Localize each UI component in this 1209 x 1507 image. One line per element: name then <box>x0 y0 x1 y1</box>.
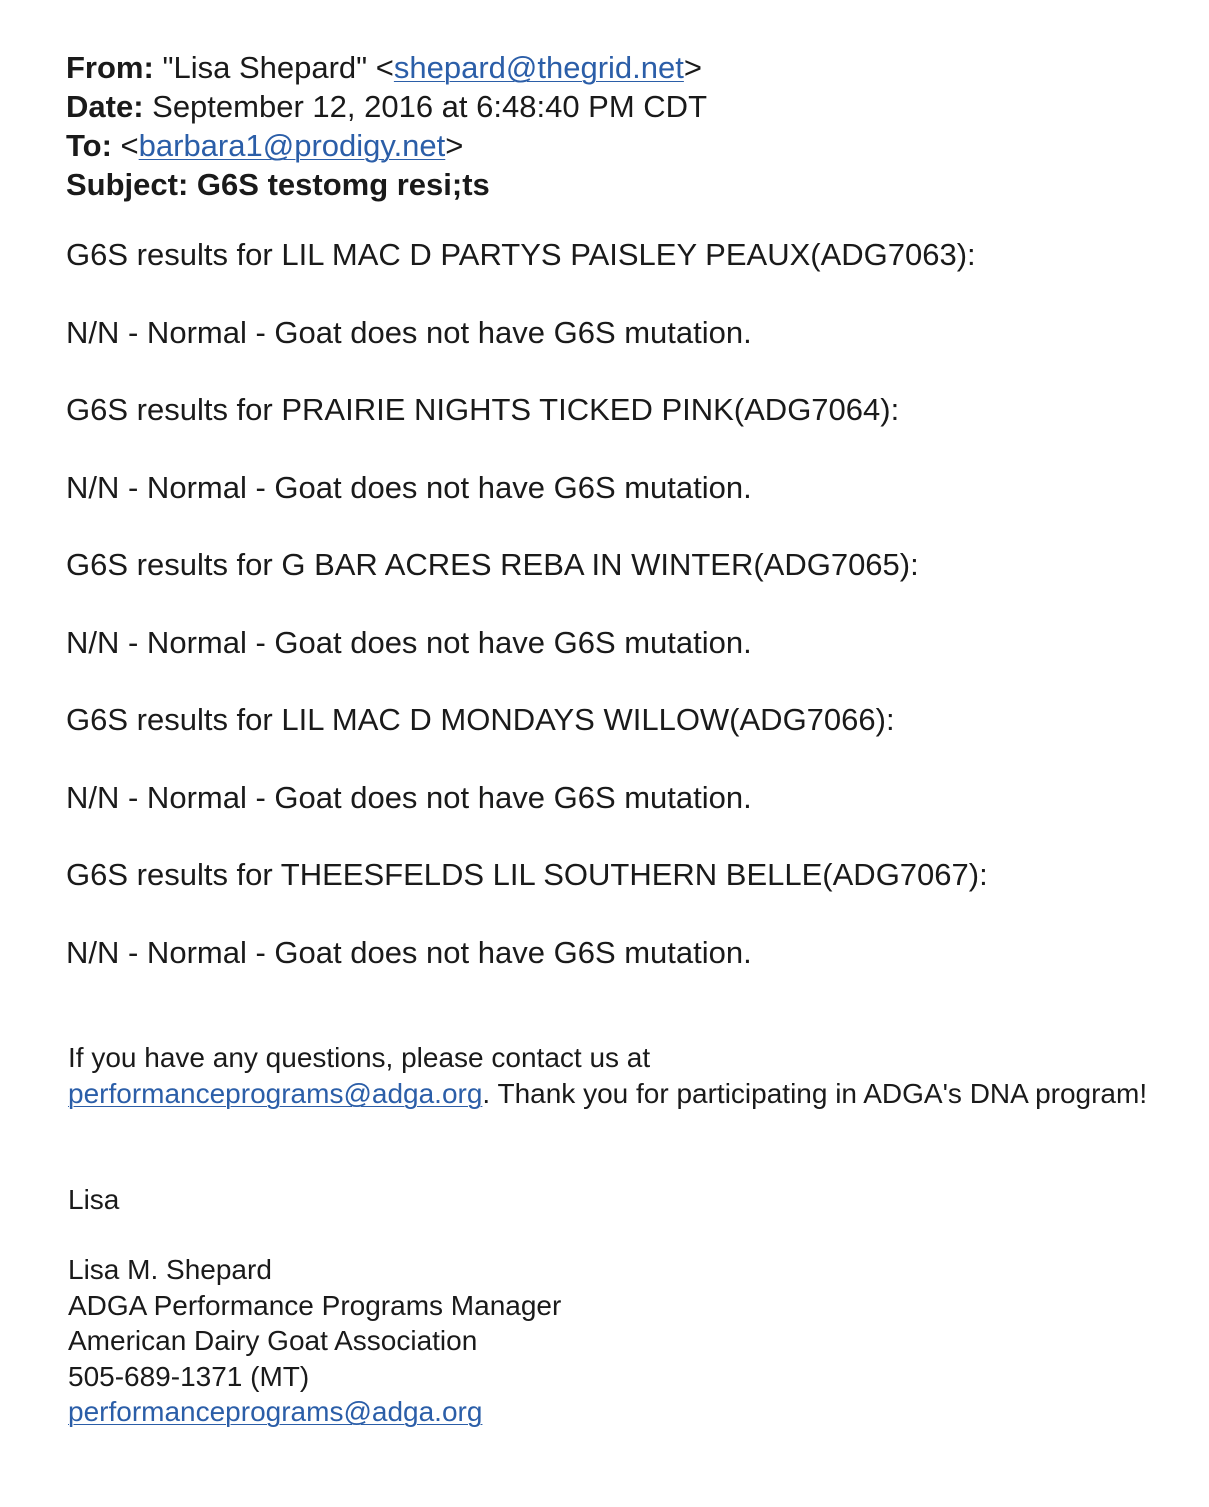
signature-phone: 505-689-1371 (MT) <box>68 1360 310 1392</box>
result-heading: G6S results for LIL MAC D PARTYS PAISLEY PEAUX(ADG7063): <box>66 237 976 272</box>
signature-email-link[interactable]: performanceprograms@adga.org <box>68 1396 483 1427</box>
subject-row <box>66 165 707 204</box>
signature-organization: American Dairy Goat Association <box>68 1325 478 1356</box>
from-label: From: <box>66 50 154 85</box>
signature-block <box>68 1252 561 1430</box>
subject-value: G6S testomg resi;ts <box>196 167 490 202</box>
closing-text-before: If you have any questions, please contact us at <box>68 1042 651 1073</box>
subject-label: Subject: <box>66 167 189 202</box>
closing-text <box>68 1040 1178 1112</box>
sign-off: Lisa <box>68 1184 120 1215</box>
result-heading: G6S results for G BAR ACRES REBA IN WINTER(ADG7065): <box>66 547 919 582</box>
email-header <box>66 48 707 204</box>
result-text: N/N - Normal - Goat does not have G6S mutation. <box>66 934 752 970</box>
result-heading: G6S results for LIL MAC D MONDAYS WILLOW(ADG7066): <box>66 702 895 737</box>
result-text: N/N - Normal - Goat does not have G6S mutation. <box>66 314 752 350</box>
from-email-link[interactable]: shepard@thegrid.net <box>393 50 684 85</box>
to-row <box>66 126 707 165</box>
result-heading: G6S results for THEESFELDS LIL SOUTHERN BELLE(ADG7067): <box>66 857 988 892</box>
result-text: N/N - Normal - Goat does not have G6S mutation. <box>66 469 752 505</box>
contact-email-link[interactable]: performanceprograms@adga.org <box>68 1078 483 1109</box>
to-email-link[interactable]: barbara1@prodigy.net <box>138 128 446 163</box>
result-heading: G6S results for PRAIRIE NIGHTS TICKED PINK(ADG7064): <box>66 392 900 427</box>
bracket-close: > <box>683 50 702 85</box>
date-row <box>66 87 707 126</box>
date-label: Date: <box>66 89 144 124</box>
closing-text-after: . Thank you for participating in ADGA's DNA program! <box>482 1078 1148 1109</box>
bracket-open: < <box>120 128 139 163</box>
bracket-close: > <box>445 128 464 163</box>
signature-title: ADGA Performance Programs Manager <box>68 1289 562 1321</box>
from-row <box>66 48 707 87</box>
to-label: To: <box>66 128 112 163</box>
signature-name: Lisa M. Shepard <box>68 1254 272 1285</box>
result-text: N/N - Normal - Goat does not have G6S mutation. <box>66 779 752 815</box>
email-body <box>66 236 1166 1011</box>
result-text: N/N - Normal - Goat does not have G6S mutation. <box>66 624 752 660</box>
closing-paragraph <box>68 1040 1178 1112</box>
date-value: September 12, 2016 at 6:48:40 PM CDT <box>152 89 708 124</box>
from-name: "Lisa Shepard" <box>162 50 368 85</box>
bracket-open: < <box>375 50 394 85</box>
